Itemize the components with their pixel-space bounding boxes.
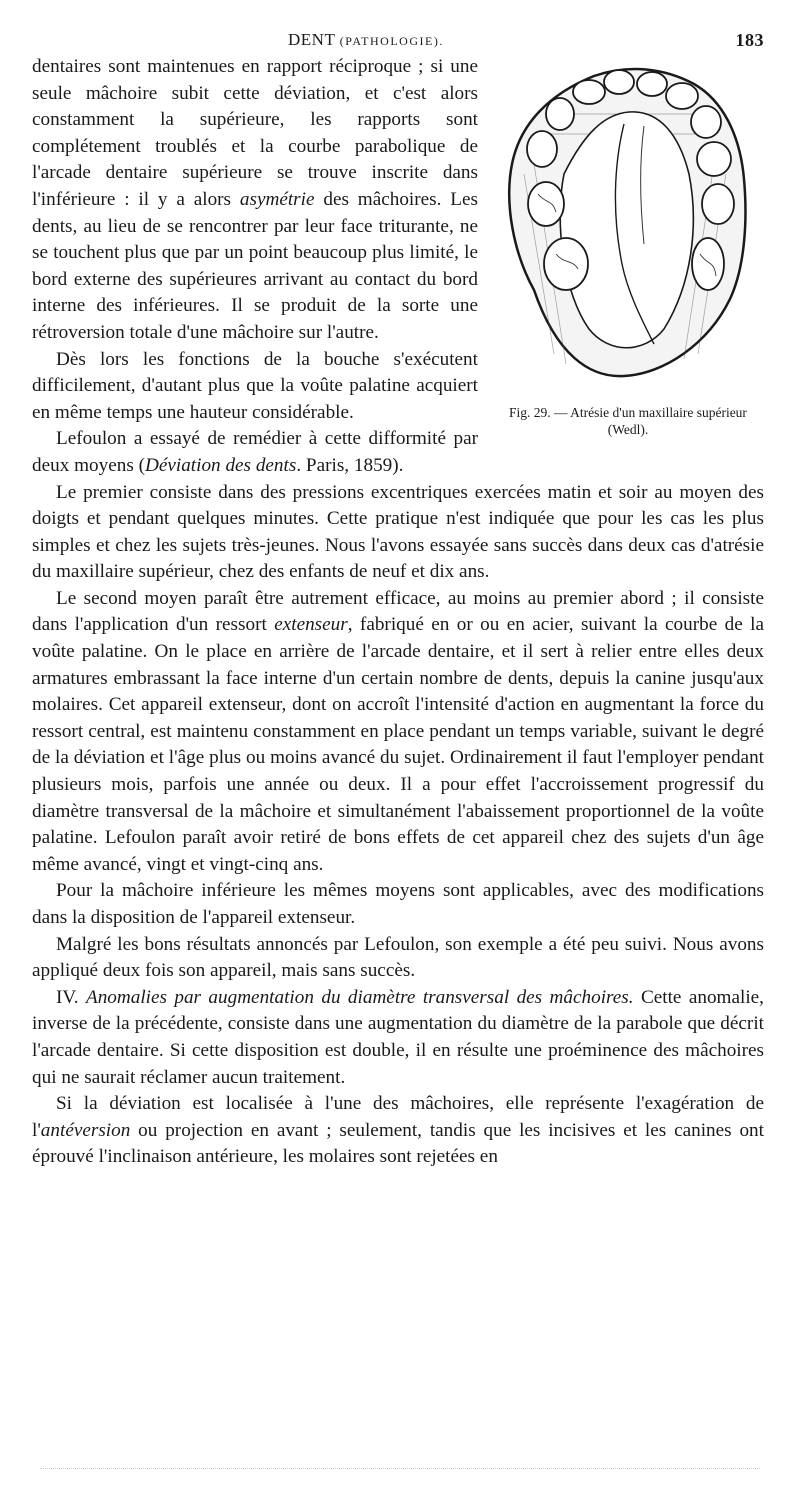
text-run: . Paris, 1859). [296, 454, 404, 476]
figure-caption: Fig. 29. — Atrésie d'un maxillaire supérieur (Wedl). [509, 405, 747, 437]
paragraph-deviation-localisee [32, 1091, 764, 1171]
paragraph-section-iv [32, 985, 764, 1091]
text-run: Malgré les bons résultats annoncés par Lefoulon, son exemple a été peu suivi. Nous avons appliqué deux fois son appareil, mais sans succès. [32, 933, 764, 982]
running-title-sub: (PATHOLOGIE). [339, 34, 444, 48]
text-run: Le premier consiste dans des pressions excentriques exercées matin et soir au moyen des doigts et pendant quelques minutes. Cette pratique n'est indiquée que pour les cas les plus simples et chez les sujets très-jeunes. Nous l'avons essayée sans succès dans deux cas d'atrésie du maxillaire supérieur, chez des enfants de neuf et dix ans. [32, 481, 764, 583]
text-run: ou projection en avant ; seulement, tandis que les incisives et les canines ont éprouvé l'inclinaison antérieure, les molaires sont rejetées en [32, 1119, 764, 1168]
body-text [32, 54, 764, 1171]
text-run: Si la déviation est localisée à l'une des mâchoires, elle représente l'exagération de l' [32, 1093, 764, 1141]
text-run: Le second moyen paraît être autrement efficace, au moins au premier abord ; il consiste dans l'application d'un ressort [32, 587, 764, 636]
page-bottom-speckle [40, 1468, 760, 1479]
italic-text: Déviation des dents [144, 454, 297, 476]
italic-text: antéversion [40, 1119, 131, 1141]
paragraph-malgre [32, 932, 764, 985]
figure-29 [492, 54, 764, 438]
text-run: des mâchoires. Les dents, au lieu de se rencontrer par leur face triturante, ne se touchent plus que par un point beaucoup plus limité, le bord externe des supérieures arrivant au contact du bord interne des inférieures. Il se produit de la sorte une rétroversion totale d'une mâchoire sur l'autre. [32, 188, 478, 343]
jaw-illustration [494, 54, 762, 398]
paragraph-second-moyen [32, 586, 764, 879]
text-run: Lefoulon a essayé de remédier à cette difformité par deux moyens ( [32, 428, 478, 476]
text-run: , fabriqué en or ou en acier, suivant la courbe de la voûte palatine. On le place en arrière de l'arcade dentaire, et il sert à relier entre elles deux armatures embrassant la face interne d'un certain nombre de dents, depuis la canine jusqu'aux molaires. Cet appareil extenseur, dont on accroît l'intensité d'action en augmentant la force du ressort central, est maintenu constamment en place pendant un temps variable, suivant le degré de la déviation et l'âge plus ou moins avancé du sujet. Ordinairement il faut l'employer pendant plusieurs mois, parfois une année ou deux. Il a pour effet l'accroissement progressif du diamètre transversal de la mâchoire et simultanément l'abaissement proportionnel de la voûte palatine. Lefoulon paraît avoir retiré de bons effets de cet appareil chez des sujets d'un âge même avancé, vingt et vingt-cinq ans. [32, 614, 764, 875]
book-page [32, 28, 764, 1171]
running-title-main: DENT [288, 30, 336, 49]
text-run: Pour la mâchoire inférieure les mêmes moyens sont applicables, avec des modifications dans la disposition de l'appareil extenseur. [32, 880, 764, 928]
running-title [288, 30, 444, 50]
running-header [32, 28, 764, 54]
text-run: dentaires sont maintenues en rapport réciproque ; si une seule mâchoire subit cette déviation, et c'est alors constamment la supérieure, les rapports sont complétement troublés et la courbe parabolique de l'arcade dentaire supérieure se trouve inscrite dans l'inférieure : il y a alors [32, 56, 478, 210]
paragraph-premier-moyen [32, 480, 764, 586]
text-run: Cette anomalie, inverse de la précédente, consiste dans une augmentation du diamètre de la parabole que décrit l'arcade dentaire. Si cette disposition est double, il en résulte une proéminence des mâchoires qui ne saurait réclamer aucun traitement. [32, 986, 764, 1088]
text-run: Dès lors les fonctions de la bouche s'exécutent difficilement, d'autant plus que la voûte palatine acquiert en même temps une hauteur considérable. [32, 348, 478, 423]
text-run: IV. [56, 986, 86, 1008]
italic-text: asymétrie [239, 188, 315, 210]
paragraph-machoire-inferieure [32, 878, 764, 931]
italic-text: Anomalies par augmentation du diamètre transversal des mâchoires. [85, 986, 634, 1008]
italic-text: extenseur [274, 614, 348, 636]
page-number: 183 [735, 30, 764, 50]
